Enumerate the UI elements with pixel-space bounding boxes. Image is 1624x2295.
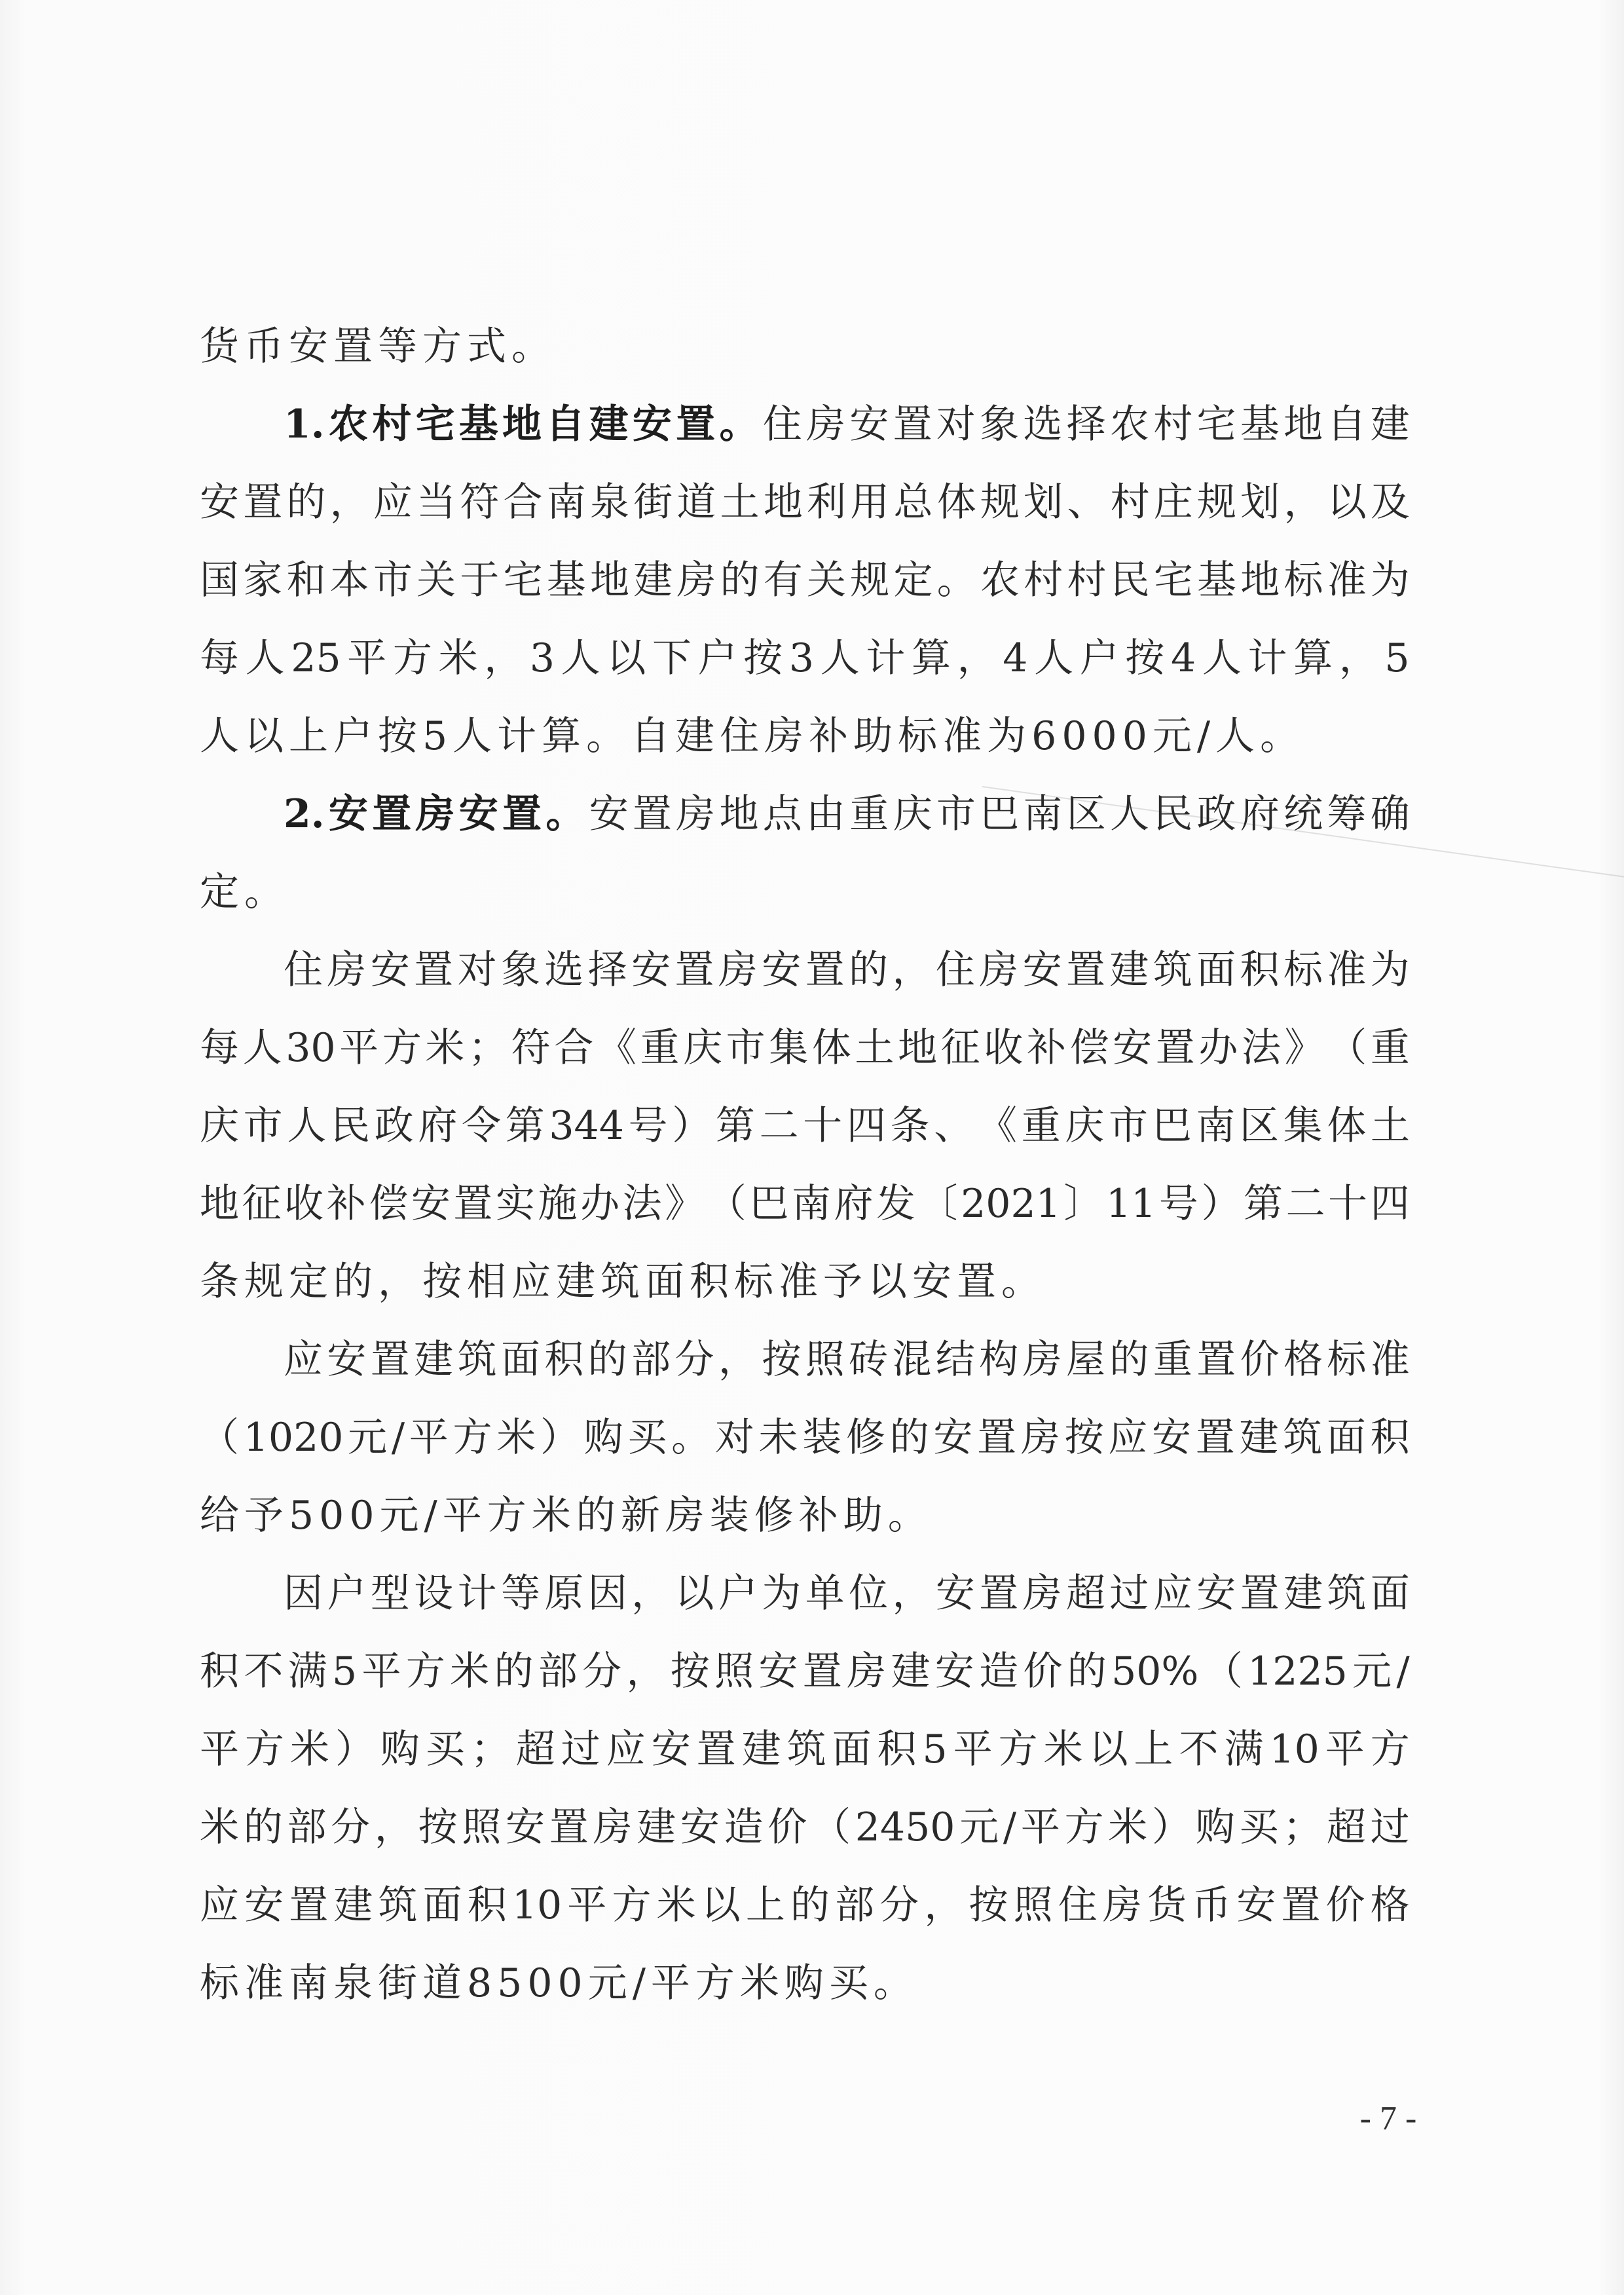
- text-line: 积 不 满 5 平 方 米 的 部 分 ， 按 照 安 置 房 建 安 造 价 的 50% （ 1225 元 /: [200, 1649, 1410, 1694]
- text-line: 每 人 30 平 方 米 ； 符 合 《 重 庆 市 集 体 土 地 征 收 补 偿 安 置 办 法 》 （ 重: [200, 1025, 1410, 1071]
- text-line: 因 户 型 设 计 等 原 因 ， 以 户 为 单 位 ， 安 置 房 超 过 应 安 置 建 筑 面: [284, 1571, 1410, 1616]
- text-line: 1. 农 村 宅 基 地 自 建 安 置 。 住 房 安 置 对 象 选 择 农 村 宅 基 地 自 建: [284, 401, 1410, 447]
- text-line: [200, 698, 1410, 775]
- text-line: 地 征 收 补 偿 安 置 实 施 办 法 》 （ 巴 南 府 发 〔 2021 〕 11 号 ） 第 二 十 四: [200, 1181, 1410, 1227]
- text-line: 应 安 置 建 筑 面 积 10 平 方 米 以 上 的 部 分 ， 按 照 住 房 货 币 安 置 价 格: [200, 1882, 1410, 1928]
- page-number: - 7 -: [1359, 2100, 1417, 2137]
- text-run: 给予500元/平方米的新房装修补助。: [200, 1493, 932, 1539]
- text-run: 人以上户按5人计算。自建住房补助标准为6000元/人。: [200, 713, 1305, 759]
- text-run: 条规定的，按相应建筑面积标准予以安置。: [200, 1259, 1046, 1305]
- text-line: [200, 853, 1410, 931]
- text-line: [200, 308, 1410, 386]
- text-run: 定。: [200, 869, 289, 915]
- text-line: 每 人 25 平 方 米 ， 3 人 以 下 户 按 3 人 计 算 ， 4 人 户 按 4 人 计 算 ， 5: [200, 635, 1410, 681]
- text-line: [200, 1945, 1410, 2023]
- text-line: 应 安 置 建 筑 面 积 的 部 分 ， 按 照 砖 混 结 构 房 屋 的 重 置 价 格 标 准: [284, 1337, 1410, 1383]
- text-line: [200, 1477, 1410, 1555]
- text-line: 安 置 的 ， 应 当 符 合 南 泉 街 道 土 地 利 用 总 体 规 划 、 村 庄 规 划 ， 以 及: [200, 479, 1410, 525]
- text-line: 平 方 米 ） 购 买 ； 超 过 应 安 置 建 筑 面 积 5 平 方 米 以 上 不 满 10 平 方: [200, 1726, 1410, 1772]
- text-run: 货币安置等方式。: [200, 324, 556, 369]
- text-line: 2. 安 置 房 安 置 。 安 置 房 地 点 由 重 庆 市 巴 南 区 人 民 政 府 统 筹 确: [284, 791, 1410, 837]
- text-line: 住 房 安 置 对 象 选 择 安 置 房 安 置 的 ， 住 房 安 置 建 筑 面 积 标 准 为: [284, 947, 1410, 993]
- text-run: 标准南泉街道8500元/平方米购买。: [200, 1960, 918, 2006]
- text-line: 国 家 和 本 市 关 于 宅 基 地 建 房 的 有 关 规 定 。 农 村 村 民 宅 基 地 标 准 为: [200, 557, 1410, 603]
- text-line: 庆 市 人 民 政 府 令 第 344 号 ） 第 二 十 四 条 、 《 重 庆 市 巴 南 区 集 体 土: [200, 1103, 1410, 1149]
- document-body: [200, 308, 1410, 2023]
- text-line: （ 1020 元 / 平 方 米 ） 购 买 。 对 未 装 修 的 安 置 房 按 应 安 置 建 筑 面 积: [200, 1415, 1410, 1461]
- text-line: 米 的 部 分 ， 按 照 安 置 房 建 安 造 价 （ 2450 元 / 平 方 米 ） 购 买 ； 超 过: [200, 1804, 1410, 1850]
- text-line: [200, 1243, 1410, 1321]
